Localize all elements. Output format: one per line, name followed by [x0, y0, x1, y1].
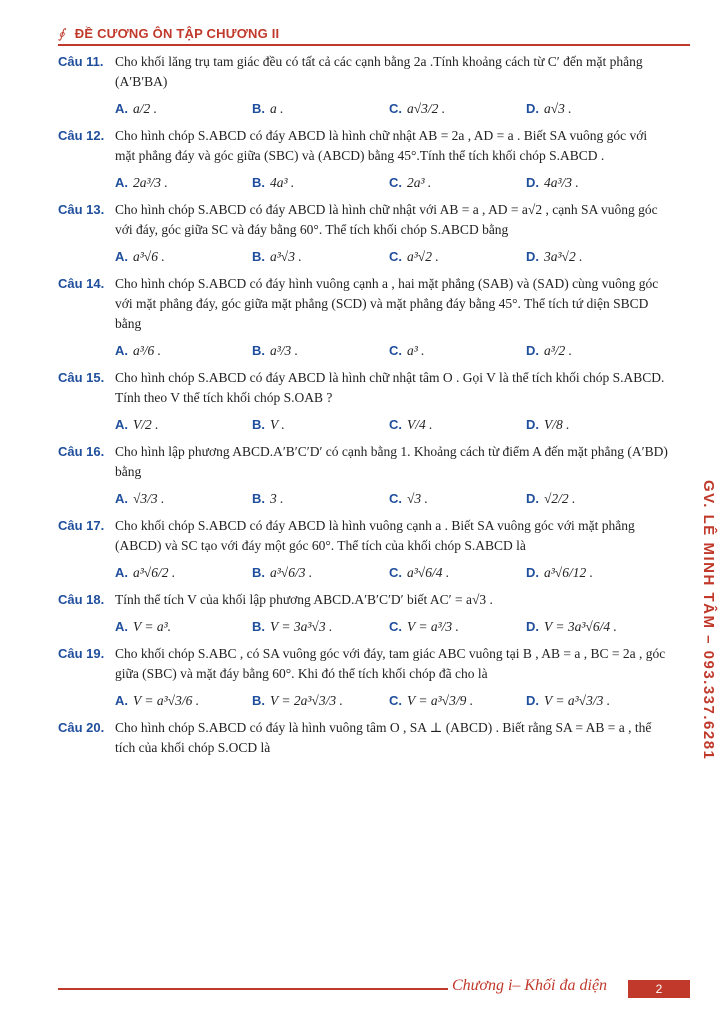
option-label: D. [526, 619, 539, 634]
option-label: D. [526, 491, 539, 506]
option-value: V = 3a³√6/4 . [544, 619, 617, 634]
question-text: Cho hình chóp S.ABCD có đáy là hình vuông tâm O , SA ⊥ (ABCD) . Biết rằng SA = AB = a , thể tích của khối chóp S.OCD là [115, 720, 652, 755]
option-value: V = 3a³√3 . [270, 619, 333, 634]
question-number: Câu 12. [58, 128, 105, 143]
question-number: Câu 11. [58, 54, 104, 69]
answer-option[interactable] [389, 99, 526, 119]
question-number: Câu 17. [58, 518, 105, 533]
answer-option[interactable] [526, 563, 663, 583]
option-value: a³√6/4 . [407, 565, 450, 580]
answer-option[interactable] [526, 173, 663, 193]
question-number: Câu 19. [58, 646, 105, 661]
question-text: Cho khối lăng trụ tam giác đều có tất cả các cạnh bằng 2a .Tính khoảng cách từ C′ đến mặt phẳng (A′B′BA) [115, 54, 643, 89]
question-number: Câu 20. [58, 720, 105, 735]
answer-option[interactable] [115, 617, 252, 637]
option-value: 2a³/3 . [133, 175, 168, 190]
answer-option[interactable] [526, 691, 663, 711]
option-label: C. [389, 619, 402, 634]
option-value: a³√6/3 . [270, 565, 313, 580]
option-value: V = a³√3/9 . [407, 693, 474, 708]
question-item [58, 644, 668, 714]
answer-option[interactable] [115, 691, 252, 711]
answer-options [115, 614, 668, 640]
answer-option[interactable] [389, 415, 526, 435]
option-label: B. [252, 693, 265, 708]
question-number: Câu 16. [58, 444, 105, 459]
answer-option[interactable] [389, 341, 526, 361]
question-item [58, 126, 668, 196]
question-text: Cho hình chóp S.ABCD có đáy ABCD là hình chữ nhật tâm O . Gọi V là thể tích khối chóp S.ABCD. Tính theo V thể tích khối chóp S.OAB ? [115, 370, 665, 405]
option-value: V . [270, 417, 285, 432]
option-value: a/2 . [133, 101, 158, 116]
option-value: V = a³/3 . [407, 619, 459, 634]
option-label: B. [252, 175, 265, 190]
option-label: C. [389, 565, 402, 580]
integral-icon: ∮ [58, 26, 65, 41]
question-item [58, 516, 668, 586]
author-contact: GV. LÊ MINH TÂM – 093.337.6281 [700, 480, 717, 761]
answer-option[interactable] [389, 617, 526, 637]
answer-option[interactable] [252, 99, 389, 119]
option-label: B. [252, 101, 265, 116]
option-value: a³/6 . [133, 343, 162, 358]
question-item [58, 368, 668, 438]
option-label: A. [115, 249, 128, 264]
question-item [58, 52, 668, 122]
option-value: 3 . [270, 491, 284, 506]
option-label: D. [526, 343, 539, 358]
answer-option[interactable] [115, 99, 252, 119]
question-number: Câu 18. [58, 592, 105, 607]
option-label: C. [389, 417, 402, 432]
option-label: C. [389, 693, 402, 708]
option-label: D. [526, 249, 539, 264]
question-text: Cho hình chóp S.ABCD có đáy ABCD là hình chữ nhật AB = 2a , AD = a . Biết SA vuông góc với mặt phẳng đáy và góc giữa (SBC) và (ABCD) bằng 45°.Tính thể tích khối chóp S.ABCD . [115, 128, 648, 163]
option-label: C. [389, 491, 402, 506]
question-item [58, 590, 668, 640]
option-value: V = a³√3/6 . [133, 693, 200, 708]
question-text: Cho hình chóp S.ABCD có đáy hình vuông cạnh a , hai mặt phẳng (SAB) và (SAD) cùng vuông góc với mặt phẳng đáy, góc giữa mặt phẳng (SCD) và mặt phẳng đáy bằng 45°. Thể tích tứ diện SBCD bằng [115, 276, 659, 331]
option-value: √3 . [407, 491, 428, 506]
answer-option[interactable] [252, 341, 389, 361]
option-label: B. [252, 565, 265, 580]
answer-options [115, 486, 668, 512]
option-label: A. [115, 693, 128, 708]
option-value: 4a³/3 . [544, 175, 579, 190]
answer-option[interactable] [252, 489, 389, 509]
option-value: V = a³√3/3 . [544, 693, 611, 708]
question-number: Câu 13. [58, 202, 105, 217]
answer-option[interactable] [389, 247, 526, 267]
option-value: V/8 . [544, 417, 570, 432]
question-number: Câu 14. [58, 276, 105, 291]
answer-option[interactable] [389, 691, 526, 711]
option-value: a³√6/12 . [544, 565, 593, 580]
option-value: V/4 . [407, 417, 433, 432]
question-item [58, 274, 668, 364]
answer-option[interactable] [252, 173, 389, 193]
question-list [58, 52, 668, 759]
answer-options [115, 412, 668, 438]
option-label: B. [252, 491, 265, 506]
question-text: Cho khối chóp S.ABC , có SA vuông góc với đáy, tam giác ABC vuông tại B , AB = a , BC = 2a , góc giữa (SBC) và mặt đáy bằng 60°. Khi đó thể tích khối chóp đã cho là [115, 646, 666, 681]
question-item [58, 718, 668, 758]
option-value: V = a³. [133, 619, 172, 634]
option-value: √2/2 . [544, 491, 576, 506]
page-number: 2 [628, 980, 690, 998]
header-title: ĐỀ CƯƠNG ÔN TẬP CHƯƠNG II [74, 26, 280, 41]
option-label: A. [115, 417, 128, 432]
answer-option[interactable] [526, 247, 663, 267]
option-label: A. [115, 343, 128, 358]
option-label: D. [526, 175, 539, 190]
answer-options [115, 560, 668, 586]
option-value: a³√3 . [270, 249, 302, 264]
option-label: C. [389, 175, 402, 190]
answer-options [115, 338, 668, 364]
answer-option[interactable] [389, 173, 526, 193]
answer-option[interactable] [526, 99, 663, 119]
option-value: a√3/2 . [407, 101, 446, 116]
answer-option[interactable] [115, 341, 252, 361]
answer-option[interactable] [526, 415, 663, 435]
option-value: 3a³√2 . [544, 249, 583, 264]
option-value: a³√2 . [407, 249, 439, 264]
option-label: A. [115, 491, 128, 506]
option-value: a³/2 . [544, 343, 573, 358]
option-label: D. [526, 693, 539, 708]
header-rule [58, 44, 690, 46]
page-header [58, 26, 279, 42]
option-label: B. [252, 417, 265, 432]
question-text: Tính thể tích V của khối lập phương ABCD.A′B′C′D′ biết AC′ = a√3 . [115, 592, 493, 607]
answer-option[interactable] [389, 489, 526, 509]
question-item [58, 442, 668, 512]
footer-rule [58, 988, 448, 990]
option-label: C. [389, 343, 402, 358]
answer-options [115, 244, 668, 270]
option-value: 4a³ . [270, 175, 295, 190]
answer-option[interactable] [252, 617, 389, 637]
answer-option[interactable] [115, 415, 252, 435]
option-value: √3/3 . [133, 491, 165, 506]
option-label: B. [252, 343, 265, 358]
answer-option[interactable] [389, 563, 526, 583]
question-text: Cho hình lập phương ABCD.A′B′C′D′ có cạnh bằng 1. Khoảng cách từ điểm A đến mặt phẳng (A′BD) bằng [115, 444, 668, 479]
answer-option[interactable] [526, 617, 663, 637]
option-label: C. [389, 249, 402, 264]
option-value: a√3 . [544, 101, 572, 116]
answer-option[interactable] [115, 489, 252, 509]
option-value: 2a³ . [407, 175, 432, 190]
option-label: D. [526, 417, 539, 432]
question-number: Câu 15. [58, 370, 105, 385]
chapter-title: Chương i– Khối đa diện [452, 977, 608, 994]
option-label: B. [252, 249, 265, 264]
option-value: V = 2a³√3/3 . [270, 693, 343, 708]
option-label: D. [526, 565, 539, 580]
answer-option[interactable] [252, 415, 389, 435]
option-value: a³√6 . [133, 249, 165, 264]
answer-option[interactable] [252, 691, 389, 711]
option-label: A. [115, 619, 128, 634]
option-label: A. [115, 175, 128, 190]
option-label: A. [115, 565, 128, 580]
answer-option[interactable] [252, 563, 389, 583]
answer-options [115, 170, 668, 196]
answer-option[interactable] [526, 489, 663, 509]
option-value: a³√6/2 . [133, 565, 176, 580]
question-text: Cho hình chóp S.ABCD có đáy ABCD là hình chữ nhật với AB = a , AD = a√2 , cạnh SA vuông góc với đáy, góc giữa SC và đáy bằng 60°. Thể tích khối chóp S.ABCD bằng [115, 202, 658, 237]
option-value: a³ . [407, 343, 425, 358]
option-value: V/2 . [133, 417, 159, 432]
question-item [58, 200, 668, 270]
option-value: a . [270, 101, 284, 116]
answer-option[interactable] [115, 173, 252, 193]
option-label: B. [252, 619, 265, 634]
option-label: D. [526, 101, 539, 116]
answer-option[interactable] [115, 563, 252, 583]
option-value: a³/3 . [270, 343, 299, 358]
answer-options [115, 688, 668, 714]
answer-option[interactable] [526, 341, 663, 361]
option-label: A. [115, 101, 128, 116]
option-label: C. [389, 101, 402, 116]
question-text: Cho khối chóp S.ABCD có đáy ABCD là hình vuông cạnh a . Biết SA vuông góc với mặt phẳng (ABCD) và SC tạo với đáy một góc 60°. Thể tích của khối chóp S.ABCD là [115, 518, 635, 553]
answer-option[interactable] [115, 247, 252, 267]
answer-option[interactable] [252, 247, 389, 267]
answer-options [115, 96, 668, 122]
